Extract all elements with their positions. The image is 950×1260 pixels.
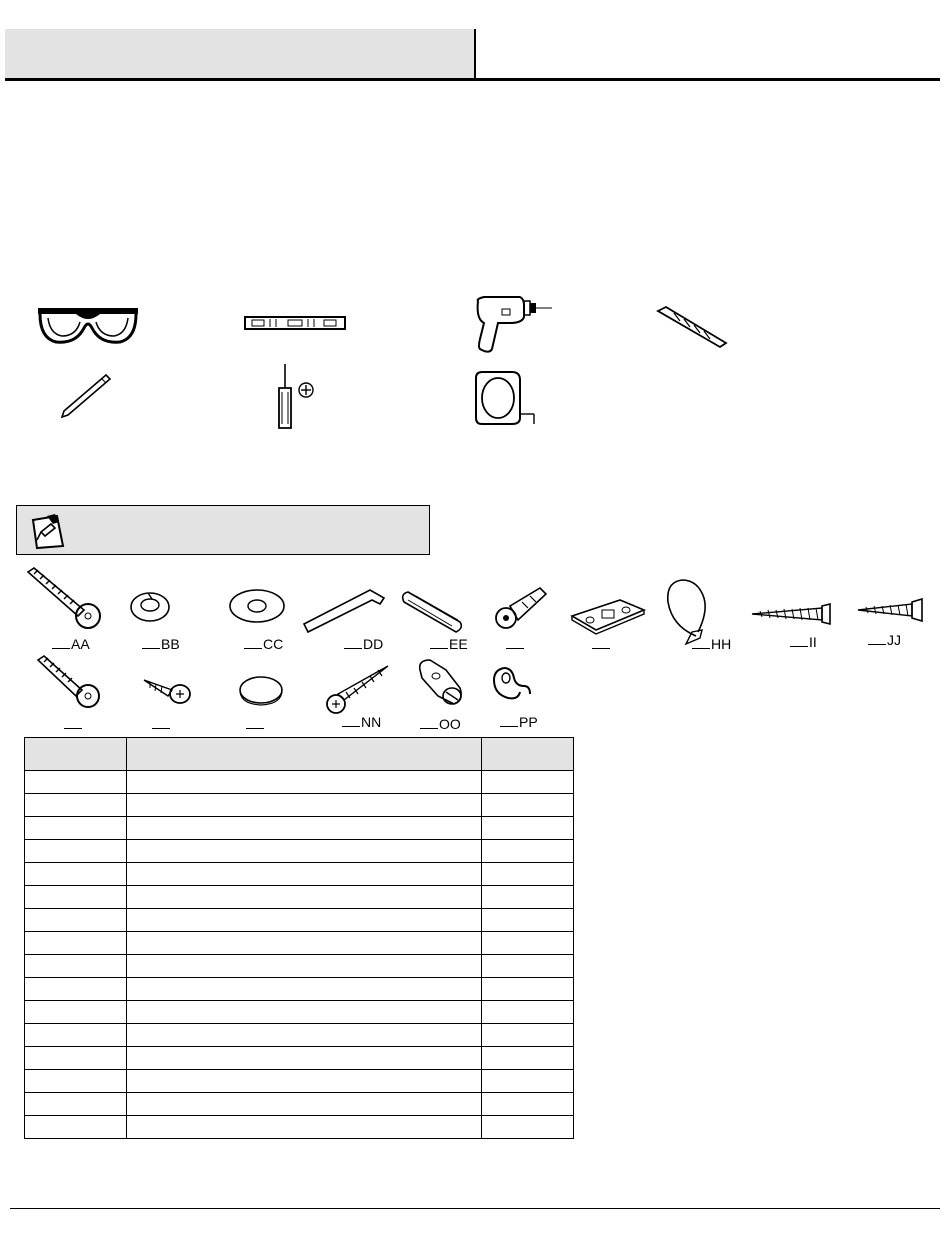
description-cell: [127, 817, 482, 840]
hardware-label-ii: II: [790, 634, 817, 650]
hardware-label-bb: BB: [142, 636, 180, 652]
description-cell: [127, 1001, 482, 1024]
description-cell: [127, 932, 482, 955]
hardware-label-gg: [592, 636, 611, 652]
part-cell: [25, 1093, 127, 1116]
description-cell: [127, 1093, 482, 1116]
description-cell: [127, 863, 482, 886]
hardware-label-mm: [246, 716, 265, 732]
tape-measure-icon: [472, 370, 536, 426]
pencil-icon: [60, 373, 112, 419]
table-row: [25, 909, 574, 932]
hardware-label-oo: OO: [420, 716, 461, 732]
hardware-label-jj: JJ: [868, 632, 901, 648]
table-row: [25, 955, 574, 978]
quantity-cell: [482, 863, 574, 886]
part-cell: [25, 978, 127, 1001]
table-row: [25, 840, 574, 863]
table-row: [25, 771, 574, 794]
quantity-cell: [482, 1024, 574, 1047]
header-description-col: [127, 738, 482, 771]
table-row: [25, 817, 574, 840]
drill-bit-icon: [654, 305, 728, 349]
header-quantity-col: [482, 738, 574, 771]
part-cell: [25, 955, 127, 978]
small-screw-icon: [142, 676, 192, 704]
level-icon: [244, 315, 346, 331]
quantity-cell: [482, 840, 574, 863]
part-cell: [25, 817, 127, 840]
hardware-label-hh: HH: [692, 636, 731, 652]
part-cell: [25, 932, 127, 955]
description-cell: [127, 955, 482, 978]
part-cell: [25, 1070, 127, 1093]
quantity-cell: [482, 909, 574, 932]
part-cell: [25, 863, 127, 886]
flat-washer-icon: [228, 588, 286, 624]
part-cell: [25, 1001, 127, 1024]
parts-table-header: [25, 738, 574, 771]
wood-screw-icon: [324, 664, 392, 716]
hardware-label-nn: NN: [342, 714, 381, 730]
table-row: [25, 932, 574, 955]
table-row: [25, 1047, 574, 1070]
phillips-screwdriver-icon: [276, 362, 316, 430]
table-row: [25, 794, 574, 817]
wall-anchor-icon: [492, 584, 550, 632]
part-cell: [25, 909, 127, 932]
parts-table: [24, 737, 574, 1139]
hardware-label-ff: [506, 636, 525, 652]
part-cell: [25, 1116, 127, 1139]
quantity-cell: [482, 817, 574, 840]
header-rule: [5, 78, 940, 81]
description-cell: [127, 909, 482, 932]
part-cell: [25, 1024, 127, 1047]
part-cell: [25, 886, 127, 909]
safety-goggles-icon: [36, 300, 140, 346]
description-cell: [127, 794, 482, 817]
footer-rule: [10, 1208, 940, 1209]
lock-washer-icon: [128, 590, 172, 624]
bolt-icon: [24, 566, 104, 630]
quantity-cell: [482, 932, 574, 955]
mounting-bracket-icon: [570, 596, 646, 636]
quantity-cell: [482, 771, 574, 794]
quantity-cell: [482, 978, 574, 1001]
hardware-label-cc: CC: [244, 636, 283, 652]
description-cell: [127, 978, 482, 1001]
flat-head-screw-icon: [856, 598, 926, 622]
hardware-label-aa: AA: [52, 636, 90, 652]
quantity-cell: [482, 1070, 574, 1093]
quantity-cell: [482, 794, 574, 817]
description-cell: [127, 886, 482, 909]
note-box: [16, 505, 430, 555]
header-title-panel: [5, 29, 474, 79]
quantity-cell: [482, 1116, 574, 1139]
quantity-cell: [482, 1047, 574, 1070]
part-cell: [25, 794, 127, 817]
description-cell: [127, 771, 482, 794]
table-row: [25, 1070, 574, 1093]
table-row: [25, 1001, 574, 1024]
quantity-cell: [482, 1093, 574, 1116]
header-divider: [474, 29, 476, 81]
part-cell: [25, 840, 127, 863]
hardware-label-pp: PP: [500, 714, 538, 730]
hex-key-icon: [300, 586, 386, 634]
quantity-cell: [482, 886, 574, 909]
table-row: [25, 886, 574, 909]
quantity-cell: [482, 955, 574, 978]
hardware-label-kk: [64, 716, 83, 732]
hardware-label-dd: DD: [344, 636, 383, 652]
part-cell: [25, 1047, 127, 1070]
hardware-label-ee: EE: [430, 636, 468, 652]
felt-pad-icon: [238, 674, 284, 708]
part-cell: [25, 771, 127, 794]
description-cell: [127, 1116, 482, 1139]
long-screw-icon: [750, 602, 834, 626]
description-cell: [127, 1047, 482, 1070]
table-row: [25, 978, 574, 1001]
header-part-col: [25, 738, 127, 771]
pushpin-note-icon: [29, 512, 69, 555]
table-row: [25, 1093, 574, 1116]
short-bolt-icon: [34, 654, 104, 710]
description-cell: [127, 1024, 482, 1047]
power-drill-icon: [474, 295, 554, 355]
hardware-label-ll: [152, 716, 171, 732]
table-row: [25, 863, 574, 886]
coat-hook-icon: [490, 664, 534, 710]
wood-dowel-icon: [398, 588, 464, 634]
description-cell: [127, 1070, 482, 1093]
quantity-cell: [482, 1001, 574, 1024]
barrel-nut-icon: [416, 656, 466, 708]
description-cell: [127, 840, 482, 863]
table-row: [25, 1116, 574, 1139]
table-row: [25, 1024, 574, 1047]
